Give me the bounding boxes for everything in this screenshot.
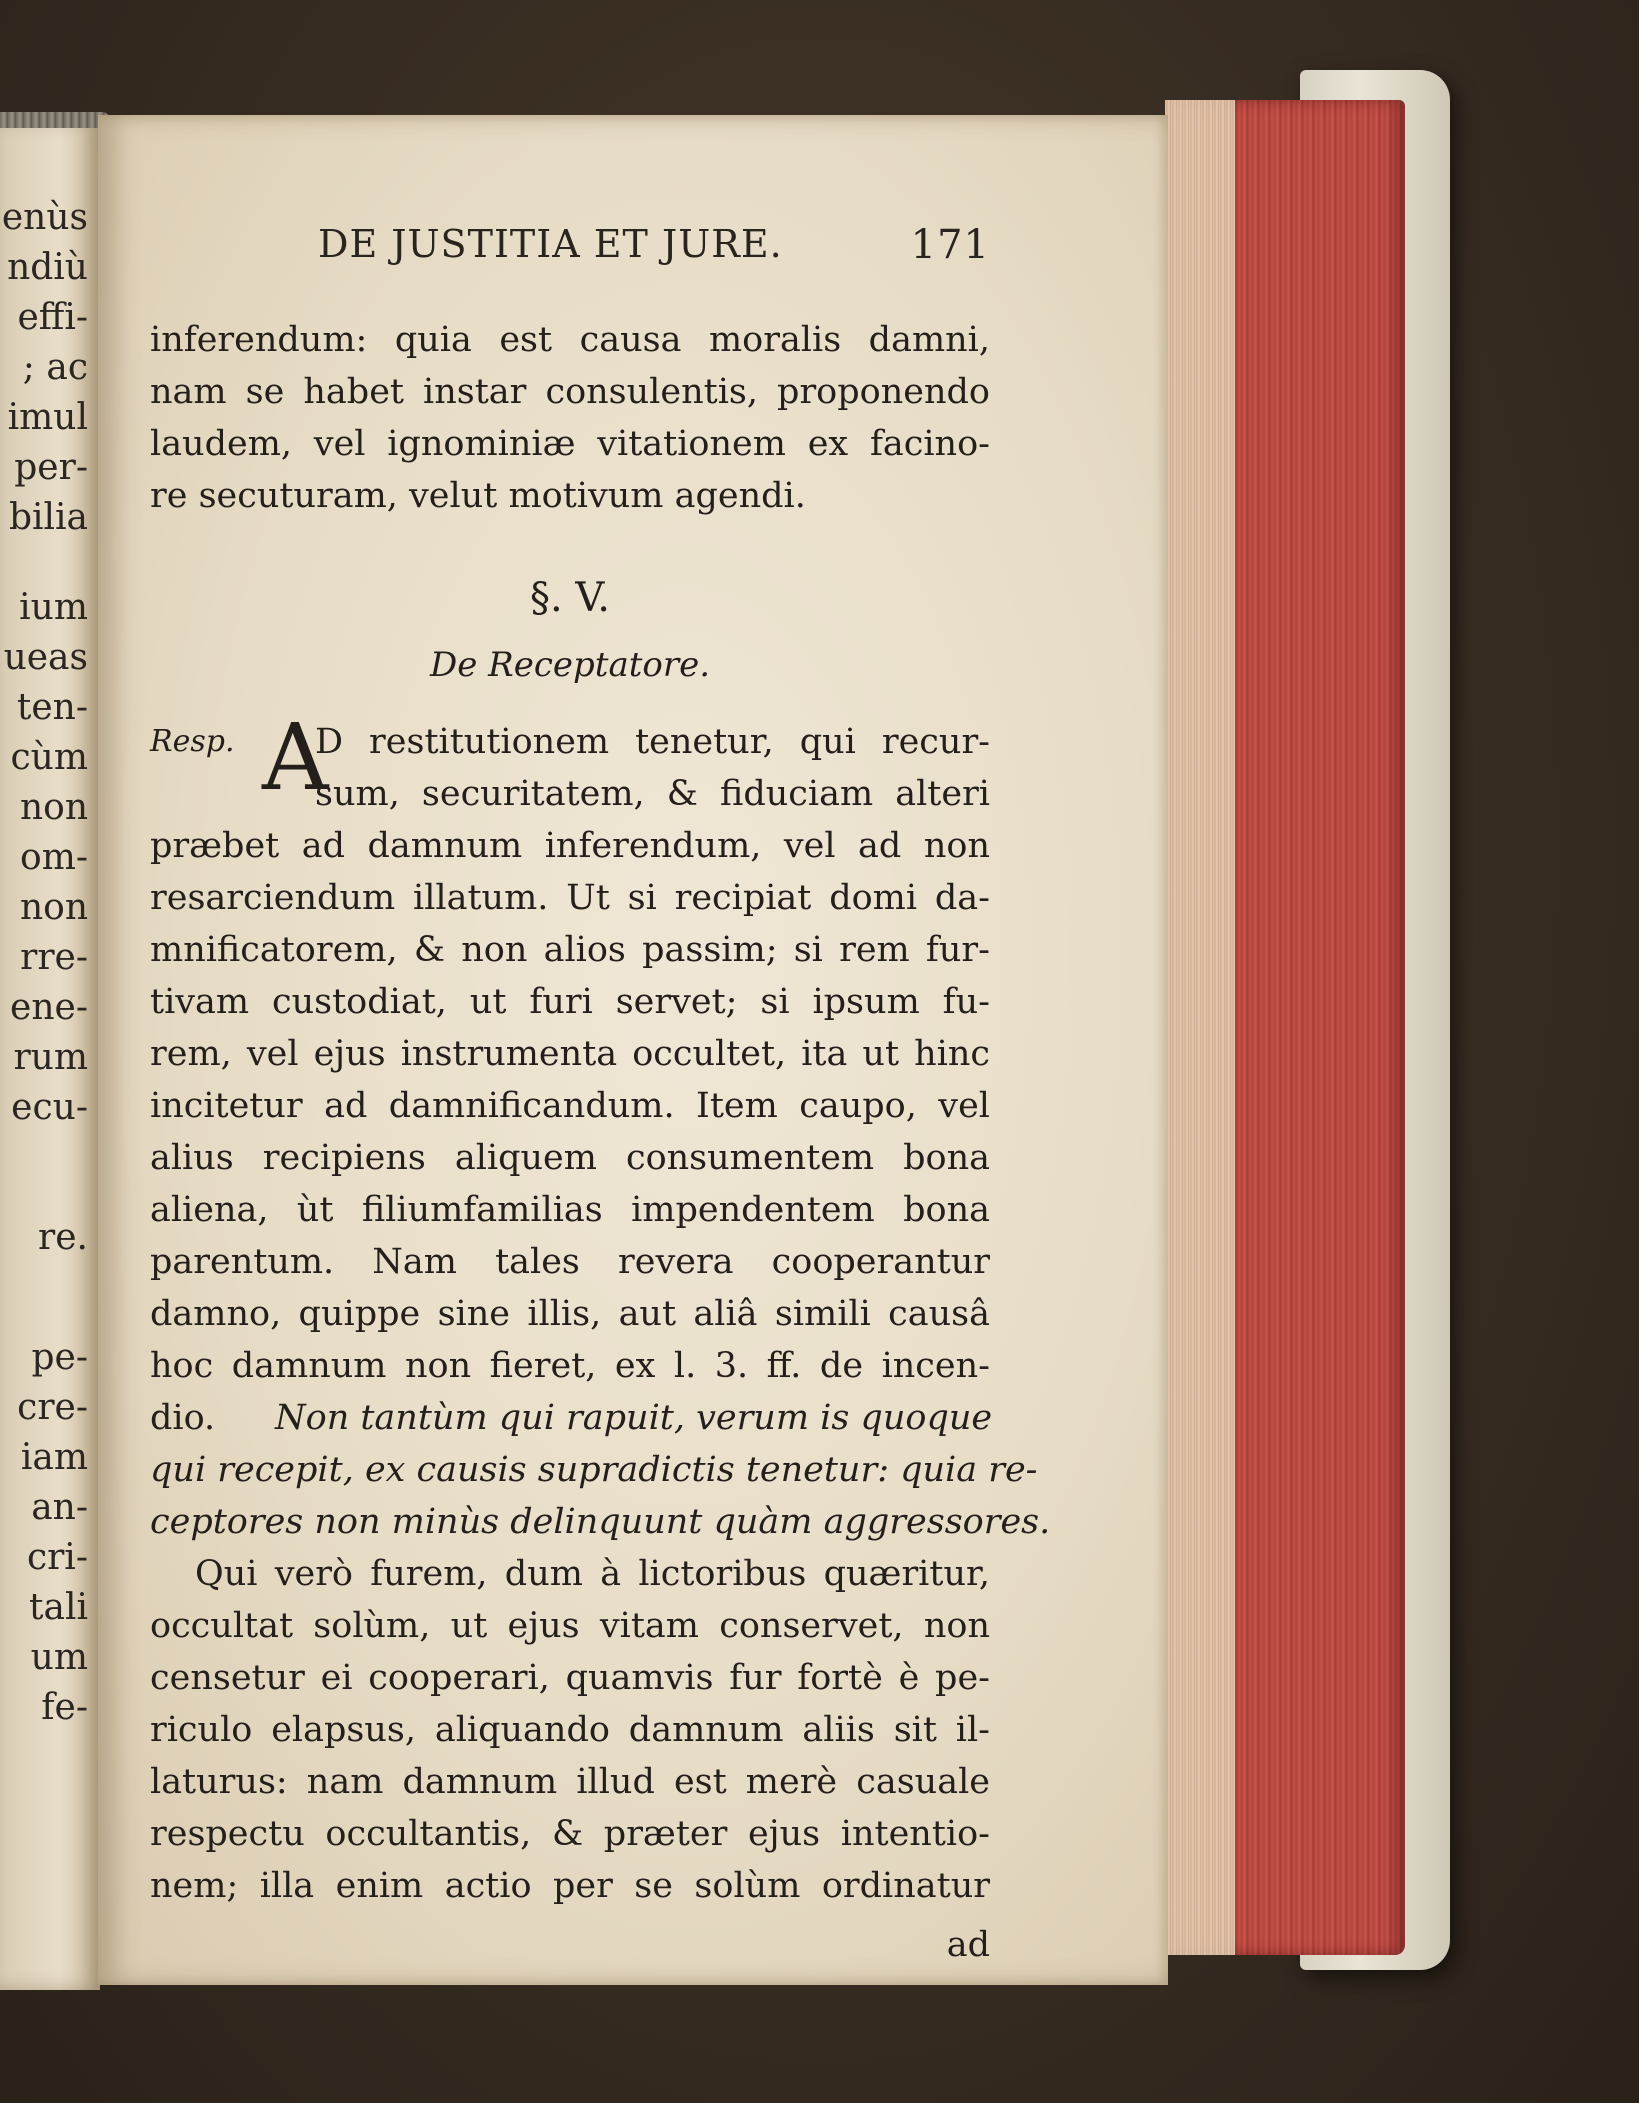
- text-line: laturus: nam damnum illud est merè casuale: [150, 1762, 990, 1802]
- text-line: præbet ad damnum inferendum, vel ad non: [150, 826, 990, 866]
- text-line: riculo elapsus, aliquando damnum aliis sit il-: [150, 1710, 990, 1750]
- left-page-fragment: cùm: [10, 737, 88, 778]
- left-page-fragment: enùs: [1, 197, 88, 238]
- left-page-fragment: pe-: [31, 1337, 88, 1378]
- text-line: incitetur ad damnificandum. Item caupo, vel: [150, 1086, 990, 1126]
- left-page-fragment: tali: [29, 1587, 88, 1628]
- left-page-fragment: imul: [7, 397, 88, 438]
- left-page-fragment: non: [19, 887, 88, 928]
- section-title: De Receptatore.: [429, 645, 711, 685]
- text-line: nam se habet instar consulentis, proponendo: [150, 372, 990, 412]
- text-line: Qui verò furem, dum à lictoribus quæritur,: [195, 1554, 990, 1594]
- left-page-fragment: iam: [20, 1437, 88, 1478]
- text-line: re secuturam, velut motivum agendi.: [150, 476, 806, 516]
- left-page-fragment: per-: [14, 447, 88, 488]
- running-head: [318, 222, 990, 282]
- text-line: hoc damnum non fieret, ex l. 3. ff. de incen-: [150, 1346, 990, 1386]
- text-line: mnificatorem, & non alios passim; si rem fur-: [150, 930, 990, 970]
- left-page-fragment: ene-: [10, 987, 88, 1028]
- drop-cap: A: [262, 704, 329, 811]
- text-line-dio: dio.: [150, 1398, 216, 1438]
- left-page-fragment: re.: [38, 1217, 88, 1258]
- left-page-fragment: non: [19, 787, 88, 828]
- left-page-fragment: ndiù: [7, 247, 88, 288]
- left-page-fragment: an-: [31, 1487, 88, 1528]
- headband: [0, 112, 110, 128]
- left-page-fragment: fe-: [41, 1687, 88, 1728]
- left-page-fragment: ecu-: [11, 1087, 88, 1128]
- left-page-fragment: um: [30, 1637, 88, 1678]
- text-line: aliena, ùt filiumfamilias impendentem bona: [150, 1190, 990, 1230]
- text-line: censetur ei cooperari, quamvis fur fortè è pe-: [150, 1658, 990, 1698]
- text-line: inferendum: quia est causa moralis damni,: [150, 320, 990, 360]
- section-mark: §. V.: [529, 575, 611, 621]
- catchword: ad: [946, 1925, 990, 1965]
- left-page-fragment: ; ac: [22, 347, 88, 388]
- left-page-fragment: cre-: [17, 1387, 88, 1428]
- text-line: parentum. Nam tales revera cooperantur: [150, 1242, 990, 1282]
- left-page-fragment: ueas: [3, 637, 88, 678]
- text-line: respectu occultantis, & præter ejus intentio-: [150, 1814, 990, 1854]
- text-line: occultat solùm, ut ejus vitam conservet, non: [150, 1606, 990, 1646]
- text-line: damno, quippe sine illis, aut aliâ simili causâ: [150, 1294, 990, 1334]
- left-page-fragment: bilia: [8, 497, 88, 538]
- text-line: laudem, vel ignominiæ vitationem ex facino-: [150, 424, 990, 464]
- text-line-italic: qui recepit, ex causis supradictis tenetur: quia re-: [150, 1450, 1038, 1490]
- left-page-fragment: ium: [19, 587, 88, 628]
- page-edges: [1165, 100, 1405, 1955]
- left-page-fragment: effi-: [17, 297, 88, 338]
- text-line: D restitutionem tenetur, qui recur-: [315, 722, 990, 762]
- left-page-fragment: cri-: [26, 1537, 88, 1578]
- resp-label: Resp.: [150, 724, 235, 759]
- left-page-fragment: om-: [20, 837, 88, 878]
- text-line-italic: ceptores non minùs delinquunt quàm aggressores.: [150, 1502, 1051, 1542]
- left-page-fragment: rre-: [20, 937, 88, 978]
- page-number: 171: [910, 222, 990, 268]
- left-page-fragment: ten-: [16, 687, 88, 728]
- text-line-italic: Non tantùm qui rapuit, verum is quoque: [275, 1398, 993, 1438]
- text-line: tivam custodiat, ut furi servet; si ipsum fu-: [150, 982, 990, 1022]
- text-line: sum, securitatem, & fiduciam alteri: [315, 774, 990, 814]
- text-line: resarciendum illatum. Ut si recipiat domi da-: [150, 878, 990, 918]
- text-line: nem; illa enim actio per se solùm ordinatur: [150, 1866, 990, 1906]
- running-title: DE JUSTITIA ET JURE.: [318, 222, 783, 266]
- left-page-fragment: rum: [13, 1037, 88, 1078]
- left-page: [0, 120, 100, 1990]
- text-line: alius recipiens aliquem consumentem bona: [150, 1138, 990, 1178]
- text-line: rem, vel ejus instrumenta occultet, ita ut hinc: [150, 1034, 990, 1074]
